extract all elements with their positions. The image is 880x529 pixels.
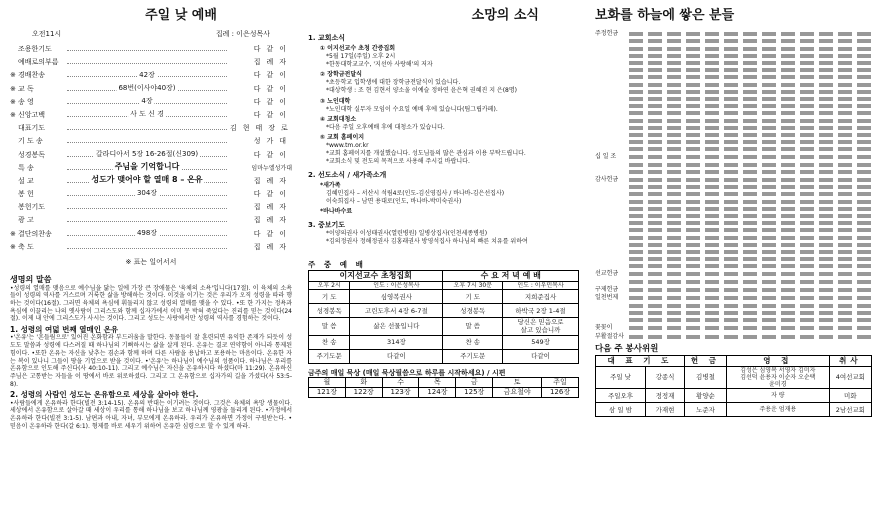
weekday-worship-cell: 찬 송 (443, 335, 503, 349)
offering-names-line (629, 234, 872, 241)
helpers-row (596, 366, 872, 389)
order-item-name: 송 영 (18, 97, 34, 106)
offering-row (595, 294, 872, 323)
order-item-detail: 사 도 신 경 (130, 110, 164, 119)
order-item-person: 다같이 (253, 190, 292, 199)
helpers-cell: 4여선교회 (829, 366, 871, 389)
order-row (10, 71, 292, 84)
order-leader-dots (67, 85, 227, 91)
offering-names-line (629, 145, 872, 152)
news-item-line: 이숙희집사 – 남면 용대로(인도, 바나바-박미숙권사) (326, 198, 462, 206)
helpers-cell: 정정재 (646, 389, 685, 403)
news-list (308, 34, 579, 246)
order-item-name: 대표기도 (18, 124, 46, 133)
order-item-person: 다같이 (253, 150, 292, 159)
helpers-title: 다음 주 봉사위원 (595, 344, 659, 355)
sermon-point-2-text: •사람들에게 온유하라 한다(빌전 3:14-15). 온유의 반대는 이기려는 것이다. 그것은 육체의 욕망 생물이다. 세상에서 온유함으로 살아갈 때 세상이 우리를 통해 하나님을 보고 하나님께 영광을 돌리게 된다. •가정에서 온유하라 한다(빌전 3:1-5). 남편과 아내, 자녀, 부모에게 온유하라. 우리가 온유하면 가정이 구원받는다. •믿음이 온유하라 한다(갈 6:1). 형제를 바로 세우기 위하여 온유한 심령으로 할 수 있게 하라. (10, 399, 292, 430)
news-item-line: *교회소식 및 전도의 목적으로 사용해 주시길 바랍니다. (326, 158, 470, 166)
offering-names-line (629, 333, 872, 340)
event-leader: 인도 : 이은성목사 (350, 281, 443, 290)
offering-names (629, 30, 872, 152)
news-item-heading: *바나바수료 (320, 208, 353, 216)
offering-row (595, 176, 872, 269)
weekday-worship-rows (309, 290, 579, 363)
order-row (10, 243, 292, 256)
order-leader-dots (67, 151, 227, 157)
reading-chapter: 126장 (542, 388, 579, 398)
daily-reading-table (308, 377, 579, 398)
order-item-person: 성가대 (253, 137, 292, 146)
order-of-service (10, 45, 292, 256)
news-item-line: *김의정권사 정해정권사 김홍래권사 방영석집사 하나님의 빠른 치유를 위하여 (326, 238, 528, 246)
order-leader-dots (67, 124, 227, 130)
weekday-worship-title: 주 중 예 배 (308, 260, 366, 270)
order-item-detail: 갈라디아서 5장 16-26절(신309) (95, 149, 199, 158)
order-item-person: 다같이 (253, 229, 292, 238)
order-leader-dots (67, 98, 227, 104)
order-row (10, 98, 292, 111)
offering-names-line (629, 198, 872, 205)
order-row (10, 203, 292, 216)
sermon-intro: •성령의 열매를 맺음으로 예수님을 닮는 일에 가장 큰 장애물은 '육체의 소욕'입니다(17절). 이 육체의 소욕들이 성령의 역사를 거스르며 거룩한 삶을 방해하는 것이다. 이것을 이기는 것은 우리가 오직 성령을 따라 행하는 것이다(16절). 그러면 육체의 욕심에 휘둘리지 않고 성령의 열매를 맺을 수 있다. •또 한 가지는 정욕과 욕심에 이끌리는 나의 옛사람이 그리스도와 함께 십자가에서 이미 못 박혀 죽었다는 진리를 믿는 것이다(24절). 이제 내 안에 그리스도가 사시는 것이다. 그리고 성도는 사랑에서만 성령의 역사를 경험하는 것이다. (10, 284, 292, 323)
weekday-worship-cell: 다같이 (503, 349, 579, 363)
helpers-cell: 2남선교회 (829, 403, 871, 417)
news-item-line: *초등학교 입학생에 대한 장학금전달식이 있습니다. (326, 79, 461, 87)
news-section-heading: 1. 교회소식 (308, 34, 346, 43)
news-item-heading: *새가족 (320, 182, 341, 190)
worship-time: 오전11시 (32, 30, 62, 39)
weekday-worship-cell: 말 씀 (443, 318, 503, 335)
daily-reading-title: 금주의 매일 묵상 (매일 묵상필씀으로 하루를 시작하세요) / 시편 (308, 368, 506, 377)
weekday-worship-cell: 당신은 믿음으로 살고 있습니까 (503, 318, 579, 335)
weekday-worship-row (309, 318, 579, 335)
offerings-column (585, 0, 880, 417)
reading-day: 금 (456, 378, 493, 388)
event-time: 오후 2시 (309, 281, 350, 290)
news-item-line: *노인대학 실무자 모임이 수요일 예배 후에 있습니다(팀그립카페). (326, 105, 498, 113)
news-item-line: *대상학생 : 조 현 김현서 양소울 이예슬 정하연 윤은혁 권혜진 지 은(8명) (326, 87, 517, 95)
order-leader-dots (67, 174, 227, 184)
order-leader-dots (67, 216, 227, 222)
weekday-worship-cell: 549장 (503, 335, 579, 349)
offering-names-line (629, 309, 872, 316)
helpers-cell: 주용운 엄재용 (727, 403, 830, 417)
helpers-row (596, 389, 872, 403)
weekday-worship-row (309, 335, 579, 349)
order-item-name: 성경봉독 (18, 150, 46, 159)
order-item-person: 집례자 (253, 58, 292, 67)
weekday-worship-cell: 기 도 (443, 290, 503, 304)
weekday-worship-cell: 성경봉독 (443, 304, 503, 318)
weekday-worship-cell: 기 도 (309, 290, 350, 304)
news-item-line: *www.tm.or.kr (326, 142, 369, 150)
order-item-name: 신앙고백 (18, 110, 46, 119)
order-item-detail: 42장 (139, 70, 155, 79)
reading-chapter: 122장 (345, 388, 382, 398)
order-mark: ※ (10, 242, 16, 251)
weekday-worship-table (308, 270, 579, 364)
wednesday-header: 수 요 저 녁 예 배 (443, 270, 579, 281)
news-item-line: *이양의권사 이성태권사(열린병원) 일병상집사(인천세종병원) (326, 230, 488, 238)
offering-names-line (629, 294, 872, 301)
sermon-point-1-text: •'온유'는 '흔들림으로' 있어진 온화함과 부드러움을 말한다. 동물들이 잘 훈련되면 유익한 존재가 되듯이 성도도 말씀과 성령에 다스려질 때 하나님의 기뻐하시는 삶을 살게 된다. 온유는 결코 연약함이 아니라 통제된 힘이다. •또한 온유는 자신을 낮추는 겸손과 함께 하며 다른 사람을 용납하고 포용하는 마음이다. 온유한 자는 복이 있나니 그들이 땅을 기업으로 받을 것이다. •'온유'는 하나님이 예수님의 성품이다. 하나님은 우리를 온유함으로 인도해 주신다(사 40:10-11). 그리고 예수님은 자신을 온유하시다 하셨다(마 11:29). 온유하신 주님은 고통받는 자들을 이 땅에서 바로 위로하셨다. 그리고 그 온유함으로 십자가의 길을 가셨다(사 53:5-8). (10, 334, 292, 388)
news-item-line: *교회 홈페이지를 개설했습니다. 성도님들의 많은 관심과 이용 부탁드립니다. (326, 150, 526, 158)
offering-names (629, 153, 872, 175)
reading-chapter: 124장 (419, 388, 456, 398)
weekday-worship-cell: 심영복권사 (350, 290, 443, 304)
order-row (10, 58, 292, 71)
order-item-name: 축 도 (18, 242, 34, 251)
order-leader-dots (67, 71, 227, 77)
weekday-worship-cell: 성경봉독 (309, 304, 350, 318)
stand-note: ※ 표는 일어서서 (125, 258, 177, 266)
news-item-line: *5월 17일(주일) 오후 2시 (326, 53, 396, 61)
offering-label: 부활절감사 (595, 332, 624, 340)
order-item-person: 다같이 (253, 110, 292, 119)
offering-names-line (629, 88, 872, 95)
weekday-worship-cell: 314장 (350, 335, 443, 349)
order-item-detail: 성도가 맺어야 할 열매 8 – 온유 (91, 174, 203, 184)
order-leader-dots (67, 58, 227, 64)
offering-row (595, 333, 872, 341)
news-item-heading: ② 장학금전달식 (320, 71, 362, 79)
offering-names-line (629, 59, 872, 66)
order-row (10, 190, 292, 203)
worship-title: 주일 낮 예배 (145, 8, 217, 23)
event-header: 이지선교수 초청집회 (309, 270, 443, 281)
order-leader-dots (67, 111, 227, 117)
order-item-name: 기 도 송 (18, 137, 43, 146)
helpers-cell: 주일오후 (596, 389, 646, 403)
offering-names-line (629, 270, 872, 277)
weekday-worship-cell: 말 씀 (309, 318, 350, 335)
offering-names-line (629, 102, 872, 109)
order-item-person: 집례자 (253, 203, 292, 212)
weekday-worship-cell: 삶은 선물입니다 (350, 318, 443, 335)
helpers-cell: 미화 (829, 389, 871, 403)
news-item-heading: ⑤ 교회 홈페이지 (320, 133, 365, 141)
order-item-person: 김현태장로 (230, 124, 294, 133)
offering-names-line (629, 52, 872, 59)
helpers-offering-header: 헌 금 (684, 355, 726, 366)
news-item-heading: ④ 교회대청소 (320, 115, 357, 123)
offering-names-line (629, 117, 872, 124)
weekday-worship-cell: 하박국 2장 1-4절 (503, 304, 579, 318)
order-item-name: 결단의찬송 (18, 229, 52, 238)
sermon-point-2: 2. 성령의 사람인 성도는 온유함으로 세상을 살아야 한다. (10, 390, 199, 400)
offering-names-line (629, 302, 872, 309)
order-item-detail: 68번(이사야40장) (118, 83, 176, 92)
reading-chapter: 금요철야 (493, 388, 542, 398)
reading-chapters-row (309, 388, 579, 398)
offering-names-line (629, 212, 872, 219)
order-leader-dots (67, 45, 227, 51)
reading-day: 수 (382, 378, 419, 388)
offering-names-line (629, 226, 872, 233)
order-mark: ※ (10, 71, 16, 80)
offering-label: 구제헌금 (595, 285, 619, 293)
weekday-worship-row (309, 304, 579, 318)
order-row (10, 85, 292, 98)
news-item-heading: ① 이지선교수 초청 간증집회 (320, 45, 396, 52)
offering-names-line (629, 153, 872, 160)
offering-names-line (629, 176, 872, 183)
order-row (10, 230, 292, 243)
helpers-greeting-header: 영 접 (727, 355, 830, 366)
offering-names-line (629, 37, 872, 44)
order-row (10, 216, 292, 229)
offering-row (595, 270, 872, 284)
offering-label: 주정헌금 (595, 30, 619, 38)
reading-day: 목 (419, 378, 456, 388)
offering-names-line (629, 131, 872, 138)
reading-day: 주일 (542, 378, 579, 388)
order-leader-dots (67, 161, 227, 171)
order-item-name: 예배로의부름 (18, 58, 59, 67)
offering-names (629, 286, 872, 294)
offering-row (595, 286, 872, 294)
helpers-cell: 김성은 심영복 서영자 김미자 김선덕 윤용자 이순자 오순택 윤미경 (727, 366, 830, 389)
offering-names-line (629, 241, 872, 248)
news-item-line: *한동대학교교수, '지선아 사랑해'의 저자 (326, 61, 433, 69)
worship-leader: 집례 : 이은성목사 (215, 30, 270, 39)
offering-names-line (629, 324, 872, 331)
order-item-name: 교 독 (18, 84, 34, 93)
order-item-person: 다같이 (253, 45, 292, 53)
helpers-kitchen-header: 취사 (829, 355, 871, 366)
offering-names-line (629, 95, 872, 102)
order-item-name: 경배찬송 (18, 71, 46, 80)
offering-row (595, 324, 872, 332)
sermon-point-1: 1. 성령의 여덟 번째 열매인 온유 (10, 325, 119, 335)
offering-names-line (629, 286, 872, 293)
news-column (300, 0, 585, 398)
order-item-name: 광 고 (18, 216, 34, 225)
offering-row (595, 30, 872, 152)
helpers-prayer-header: 대 표 기 도 (596, 355, 685, 366)
wednesday-leader: 인도 : 이우민목사 (503, 281, 579, 290)
offerings-list (595, 30, 872, 340)
reading-days-row (309, 378, 579, 388)
offering-names-line (629, 30, 872, 37)
order-row (10, 137, 292, 150)
offering-names-line (629, 81, 872, 88)
news-title: 소망의 소식 (471, 8, 539, 23)
helpers-cell: 자 량 (727, 389, 830, 403)
news-item-line: *다음 주일 오후예배 후에 대청소가 있습니다. (326, 123, 445, 131)
order-item-detail: 4장 (141, 97, 153, 105)
order-row (10, 124, 292, 137)
reading-day: 월 (309, 378, 346, 388)
offering-label: 꽃꽂이 (595, 324, 613, 332)
helpers-cell: 황양순 (684, 389, 726, 403)
helpers-cell: 노준자 (684, 403, 726, 417)
order-row (10, 111, 292, 124)
offering-names-line (629, 124, 872, 131)
order-row (10, 45, 292, 58)
news-section-heading: 3. 중보기도 (308, 221, 346, 230)
weekday-worship-cell: 다같이 (350, 349, 443, 363)
order-item-name: 봉헌기도 (18, 203, 46, 212)
reading-chapter: 121장 (309, 388, 346, 398)
offering-names-line (629, 219, 872, 226)
order-item-person: 다같이 (253, 97, 292, 106)
offering-names-line (629, 161, 872, 168)
order-item-person: 집례자 (253, 242, 292, 251)
helpers-cell: 주일 낮 (596, 366, 646, 389)
helpers-rows (596, 366, 872, 417)
offering-names-line (629, 45, 872, 52)
offering-names-line (629, 183, 872, 190)
order-item-name: 특 송 (18, 163, 34, 172)
sermon-heading: 생명의 말씀 (10, 274, 52, 284)
news-item-line: 김혜민집사 – 서산시 석림4로(인도-김신영집사 / 바나바-김은선집사) (326, 190, 505, 198)
offering-names-line (629, 262, 872, 269)
offering-names-line (629, 73, 872, 80)
offering-names (629, 270, 872, 284)
weekday-worship-cell: 주기도문 (443, 349, 503, 363)
news-section-heading: 2. 선도소식 / 새가족소개 (308, 171, 387, 180)
order-mark: ※ (10, 97, 16, 106)
offering-names (629, 324, 872, 332)
offerings-title: 보화를 하늘에 쌓은 분들 (595, 8, 735, 23)
helpers-cell: 가재현 (646, 403, 685, 417)
order-leader-dots (67, 230, 227, 236)
offering-names (629, 294, 872, 323)
order-mark: ※ (10, 110, 16, 119)
order-item-person: 다같이 (253, 84, 292, 93)
order-item-name: 조용한기도 (18, 45, 52, 53)
offering-names-line (629, 66, 872, 73)
helpers-cell: 김병철 (684, 366, 726, 389)
order-mark: ※ (10, 84, 16, 93)
weekday-worship-cell: 고린도후서 4장 6-7절 (350, 304, 443, 318)
offering-row (595, 153, 872, 175)
order-item-name: 설 교 (18, 176, 34, 185)
order-item-name: 봉 헌 (18, 190, 34, 199)
order-leader-dots (67, 190, 227, 196)
order-item-detail: 304장 (136, 189, 158, 198)
reading-day: 화 (345, 378, 382, 388)
weekday-worship-row (309, 290, 579, 304)
helpers-cell: 강종식 (646, 366, 685, 389)
offering-label: 일천번제 (595, 294, 619, 302)
offering-names-line (629, 168, 872, 175)
order-leader-dots (67, 203, 227, 209)
order-leader-dots (67, 137, 227, 143)
offering-names-line (629, 109, 872, 116)
wednesday-time: 오후 7시 30분 (443, 281, 503, 290)
offering-names-line (629, 278, 872, 285)
worship-column (0, 0, 300, 430)
order-item-person: 다같이 (253, 71, 292, 80)
order-item-person: 임마누엘성가대 (251, 164, 292, 172)
reading-day: 토 (493, 378, 542, 388)
order-item-person: 집례자 (253, 216, 292, 225)
order-item-detail: 498장 (136, 228, 158, 237)
offering-names (629, 176, 872, 269)
offering-names (629, 333, 872, 341)
offering-names-line (629, 205, 872, 212)
reading-chapter: 125장 (456, 388, 493, 398)
order-leader-dots (67, 243, 227, 249)
weekday-worship-cell: 지희준집사 (503, 290, 579, 304)
reading-chapter: 123장 (382, 388, 419, 398)
helpers-cell: 삼 일 밤 (596, 403, 646, 417)
offering-label: 감사헌금 (595, 176, 619, 183)
weekday-worship-row (309, 349, 579, 363)
offering-label: 선교헌금 (595, 270, 619, 278)
offering-names-line (629, 248, 872, 255)
helpers-row (596, 403, 872, 417)
offering-names-line (629, 316, 872, 323)
offering-names-line (629, 190, 872, 197)
weekday-worship-cell: 찬 송 (309, 335, 350, 349)
news-item-heading: ③ 노인대학 (320, 97, 351, 105)
offering-names-line (629, 138, 872, 145)
worship-meta (32, 30, 270, 39)
order-row (10, 174, 292, 190)
helpers-table (595, 355, 872, 418)
order-mark: ※ (10, 229, 16, 238)
offering-label: 십 일 조 (595, 153, 617, 161)
weekday-worship-cell: 주기도문 (309, 349, 350, 363)
order-item-person: 집례자 (253, 176, 292, 185)
order-item-detail: 주님을 기억합니다 (114, 161, 180, 171)
offering-names-line (629, 255, 872, 262)
